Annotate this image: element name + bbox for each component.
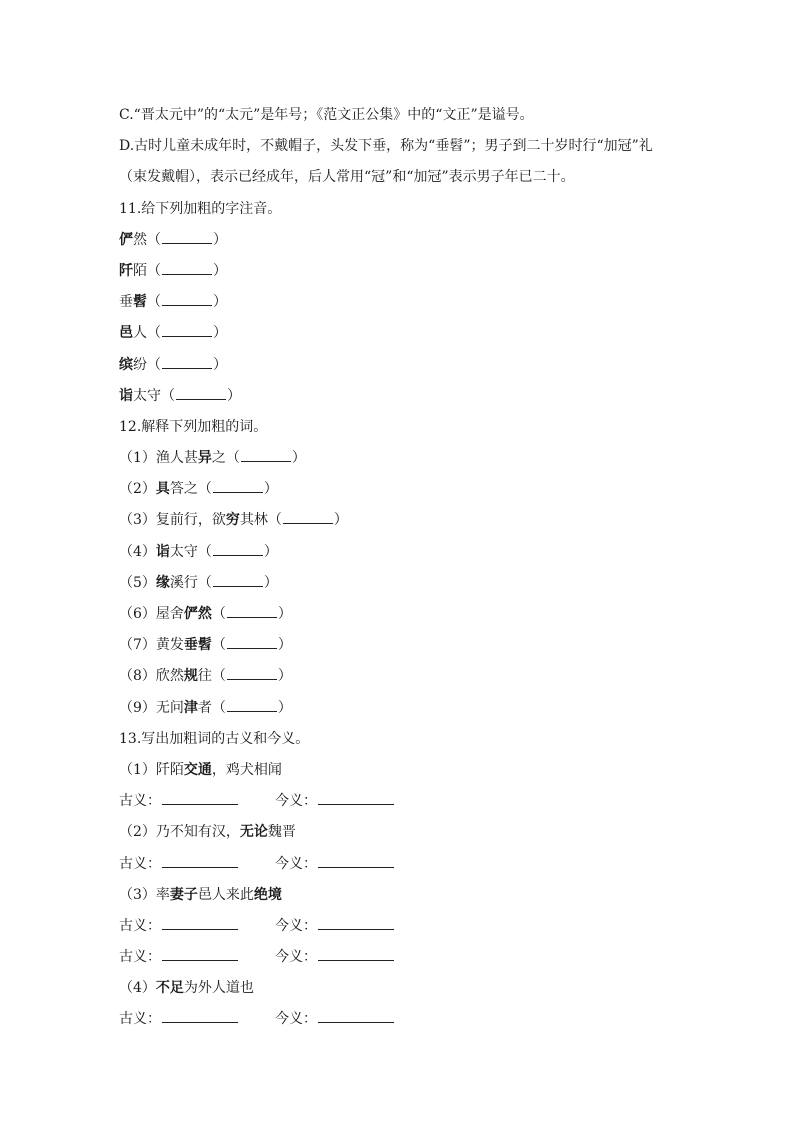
bold-word: 绝境 <box>253 886 282 903</box>
bold-char: 髫 <box>133 294 147 311</box>
bold-word: 垂髫 <box>183 637 212 654</box>
q12-item: （1）渔人甚异之（ ） <box>119 450 306 467</box>
modern-meaning-blank[interactable] <box>318 866 394 868</box>
q12-item: （4）诣太守（ ） <box>119 543 278 560</box>
modern-meaning-blank[interactable] <box>318 928 394 930</box>
answer-blank[interactable] <box>283 522 333 524</box>
q12-title: 12.解释下列加粗的词。 <box>119 418 268 435</box>
answer-blank[interactable] <box>227 678 277 680</box>
answer-blank[interactable] <box>227 647 277 649</box>
bold-word: 不足 <box>155 980 184 997</box>
bold-word: 穷 <box>225 512 240 529</box>
bold-char: 俨 <box>119 231 133 248</box>
answer-blank[interactable] <box>162 242 212 244</box>
ancient-meaning-blank[interactable] <box>162 928 238 930</box>
bold-word: 交通 <box>183 761 212 778</box>
ancient-meaning-label: 古义： <box>119 917 161 934</box>
answer-blank[interactable] <box>162 273 212 275</box>
bold-word: 具 <box>155 481 170 498</box>
modern-meaning-blank[interactable] <box>318 1021 394 1023</box>
q13-sentence: （4）不足为外人道也 <box>119 980 254 997</box>
q12-item: （9）无问津者（ ） <box>119 699 292 716</box>
option-d-line2: （束发戴帽），表示已经成年，后人常用“冠”和“加冠”表示男子年已二十。 <box>119 169 575 186</box>
q13-answer-row <box>119 911 679 942</box>
q13-title: 13.写出加粗词的古义和今义。 <box>119 730 310 747</box>
q13-answer-row <box>119 849 679 880</box>
q13-sentence: （3）率妻子邑人来此绝境 <box>119 886 282 903</box>
ancient-meaning-blank[interactable] <box>162 866 238 868</box>
bold-word: 妻子 <box>169 886 198 903</box>
q11-item: 邑人（ ） <box>119 325 227 342</box>
ancient-meaning-label: 古义： <box>119 793 161 810</box>
ancient-meaning-blank[interactable] <box>162 959 238 961</box>
q11-title: 11.给下列加粗的字注音。 <box>119 200 282 217</box>
bold-word: 津 <box>183 699 198 716</box>
option-d-line1: D.古时儿童未成年时，不戴帽子，头发下垂，称为“垂髫”；男子到二十岁时行“加冠”礼 <box>119 138 653 155</box>
q13-sentence: （2）乃不知有汉，无论魏晋 <box>119 824 296 841</box>
q11-item: 俨然（ ） <box>119 231 227 248</box>
q11-item: 垂髫（ ） <box>119 294 227 311</box>
answer-blank[interactable] <box>162 367 212 369</box>
answer-blank[interactable] <box>227 710 277 712</box>
ancient-meaning-label: 古义： <box>119 855 161 872</box>
option-c: C.“晋太元中”的“太元”是年号；《范文正公集》中的“文正”是谥号。 <box>119 107 534 123</box>
ancient-meaning-label: 古义： <box>119 949 161 966</box>
modern-meaning-label: 今义： <box>275 1011 317 1028</box>
q13-sentence: （1）阡陌交通，鸡犬相闻 <box>119 761 282 778</box>
answer-blank[interactable] <box>241 460 291 462</box>
q13-answer-row <box>119 1004 679 1035</box>
modern-meaning-blank[interactable] <box>318 803 394 805</box>
answer-blank[interactable] <box>213 585 263 587</box>
bold-char: 诣 <box>119 387 133 404</box>
modern-meaning-label: 今义： <box>275 949 317 966</box>
q12-item: （5）缘溪行（ ） <box>119 574 278 591</box>
ancient-meaning-blank[interactable] <box>162 1021 238 1023</box>
q11-item: 缤纷（ ） <box>119 356 227 373</box>
modern-meaning-label: 今义： <box>275 917 317 934</box>
q12-item: （6）屋舍俨然（ ） <box>119 606 292 622</box>
q12-item: （2）具答之（ ） <box>119 481 278 498</box>
q11-item: 诣太守（ ） <box>119 387 241 404</box>
q12-item: （8）欣然规往（ ） <box>119 668 292 685</box>
document-page <box>119 100 679 1036</box>
modern-meaning-blank[interactable] <box>318 959 394 961</box>
bold-word: 规 <box>183 668 198 685</box>
q11-item: 阡陌（ ） <box>119 262 227 279</box>
modern-meaning-label: 今义： <box>275 793 317 810</box>
answer-blank[interactable] <box>162 304 212 306</box>
q13-answer-row <box>119 942 679 973</box>
answer-blank[interactable] <box>213 491 263 493</box>
q12-item: （7）黄发垂髫（ ） <box>119 637 292 654</box>
bold-word: 俨然 <box>183 606 212 622</box>
bold-char: 阡 <box>119 262 133 279</box>
bold-word: 无论 <box>239 824 268 841</box>
ancient-meaning-label: 古义： <box>119 1011 161 1028</box>
answer-blank[interactable] <box>213 554 263 556</box>
modern-meaning-label: 今义： <box>275 855 317 872</box>
bold-word: 异 <box>197 450 212 467</box>
bold-word: 缘 <box>155 574 170 591</box>
bold-char: 缤 <box>119 356 133 373</box>
q13-answer-row <box>119 786 679 817</box>
ancient-meaning-blank[interactable] <box>162 803 238 805</box>
answer-blank[interactable] <box>227 616 277 618</box>
answer-blank[interactable] <box>162 335 212 337</box>
bold-char: 邑 <box>119 325 133 342</box>
answer-blank[interactable] <box>176 398 226 400</box>
q12-item: （3）复前行，欲穷其林（ ） <box>119 512 348 529</box>
bold-word: 诣 <box>155 543 170 560</box>
